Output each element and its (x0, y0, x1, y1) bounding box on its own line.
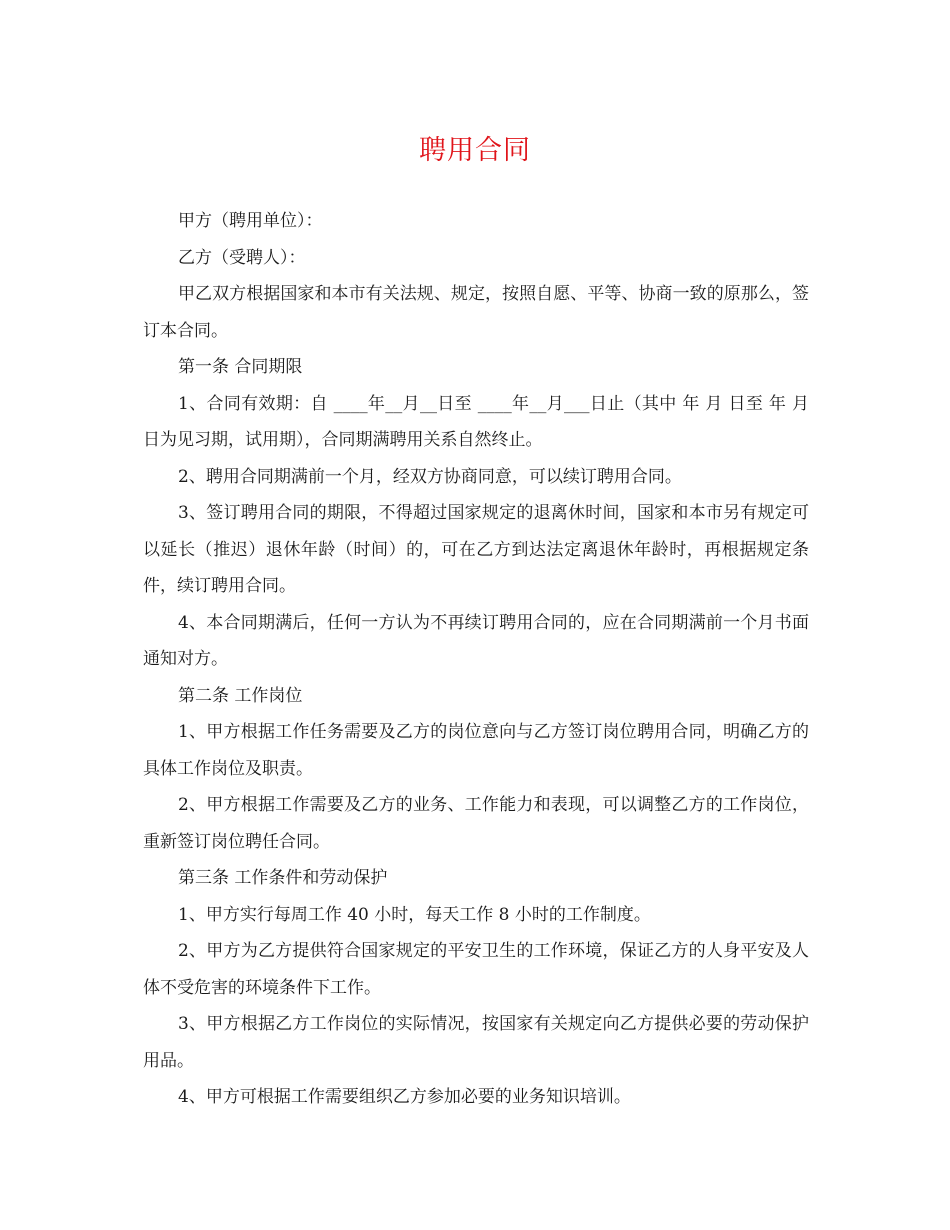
document-title: 聘用合同 (419, 135, 531, 166)
article-3-clause-4: 4、甲方可根据工作需要组织乙方参加必要的业务知识培训。 (178, 1087, 631, 1107)
article-2-heading: 第二条 工作岗位 (178, 685, 303, 706)
article-1-clause-1: 1、合同有效期：自 ____年__月__日至 ____年__月___日止（其中 年 月 日至 年 月 日为见习期，试用期），合同期满聘用关系自然终止。 (143, 393, 809, 450)
party-b-line: 乙方（受聘人）： (178, 247, 306, 268)
preamble-paragraph: 甲乙双方根据国家和本市有关法规、规定，按照自愿、平等、协商一致的原那么，签订本合同。 (143, 284, 809, 341)
article-3-heading: 第三条 工作条件和劳动保护 (178, 868, 388, 888)
article-3-clause-3: 3、甲方根据乙方工作岗位的实际情况，按国家有关规定向乙方提供必要的劳动保护用品。 (143, 1014, 809, 1071)
article-2-clause-2: 2、甲方根据工作需要及乙方的业务、工作能力和表现，可以调整乙方的工作岗位，重新签订岗位聘任合同。 (143, 795, 809, 852)
party-a-line: 甲方（聘用单位）： (178, 211, 323, 231)
article-3-clause-2: 2、甲方为乙方提供符合国家规定的平安卫生的工作环境，保证乙方的人身平安及人体不受危害的环境条件下工作。 (143, 941, 809, 998)
article-3-clause-1: 1、甲方实行每周工作 40 小时，每天工作 8 小时的工作制度。 (178, 904, 651, 925)
article-1-clause-3: 3、签订聘用合同的期限，不得超过国家规定的退离休时间，国家和本市另有规定可以延长（推迟）退休年龄（时间）的，可在乙方到达法定离退休年龄时，再根据规定条件，续订聘用合同。 (143, 503, 809, 596)
document-body (143, 203, 809, 1116)
article-1-clause-4: 4、本合同期满后，任何一方认为不再续订聘用合同的，应在合同期满前一个月书面通知对方。 (143, 612, 809, 669)
article-2-clause-1: 1、甲方根据工作任务需要及乙方的岗位意向与乙方签订岗位聘用合同，明确乙方的具体工作岗位及职责。 (143, 722, 809, 779)
article-1-clause-2: 2、聘用合同期满前一个月，经双方协商同意，可以续订聘用合同。 (178, 466, 682, 487)
article-1-heading: 第一条 合同期限 (178, 357, 303, 377)
